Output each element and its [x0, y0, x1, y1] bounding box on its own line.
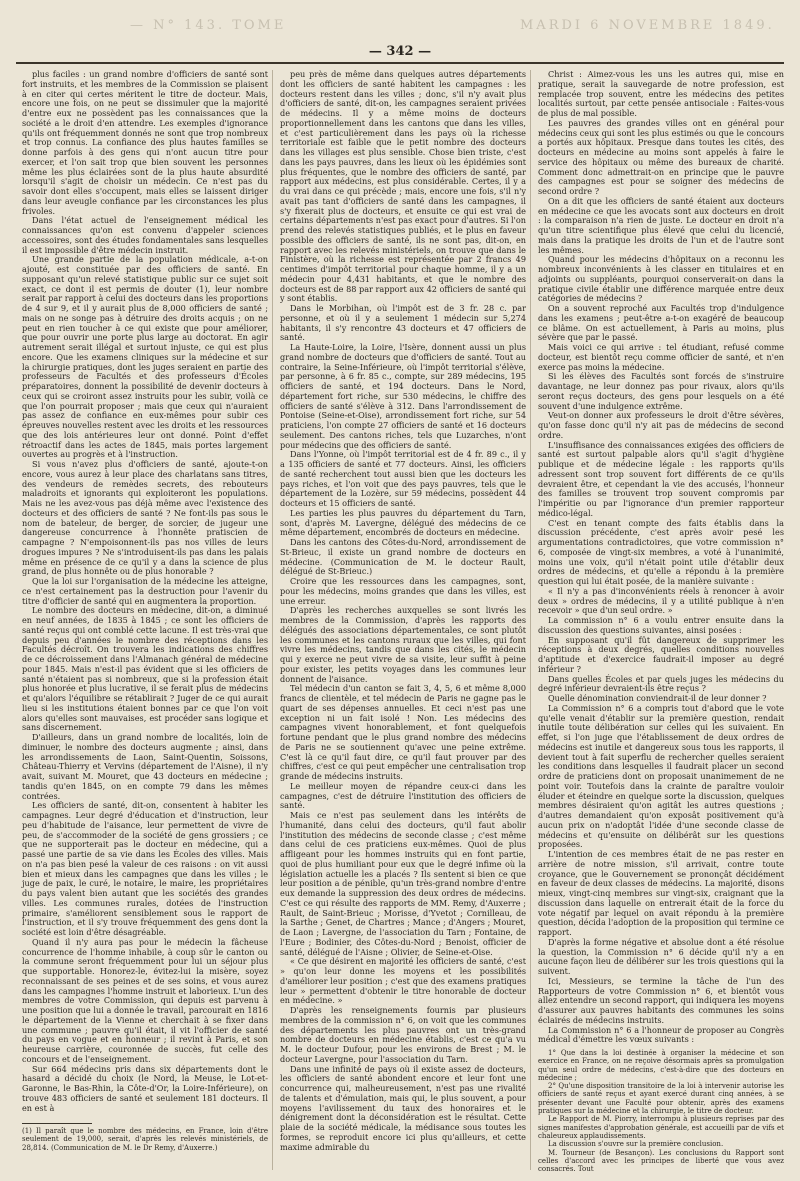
paragraph: La Commission n° 6 a l'honneur de proposer au Congrès médical d'émettre les vœux suivants :: [538, 1024, 784, 1045]
paragraph: Que la loi sur l'organisation de la médecine les atteigne, ce n'est certainement pas la destruction pour l'avenir du titre d'officier de santé qui en augmentera la proportion.: [22, 576, 268, 606]
footnote-text: (1) Il paraît que le nombre des médecins, en France, loin d'être seulement de 19,000, serait, d'après les relevés ministériels, de 28,814. (Communication de M. le Dr Remy, d'Auxerre.): [22, 1127, 268, 1152]
paragraph: D'après les recherches auxquelles se sont livrés les membres de la Commission, d'après les rapports des délégués des associations départementales, ce sont plutôt les communes et les cantons ruraux que les villes, qui font vivre les médecins, tandis que dans les cités, le médecin qui y exerce ne peut vivre de sa visite, leur suffit à peine pour exister, les petits voyages dans les communes leur donnent de l'aisance.: [280, 605, 526, 684]
paragraph: D'après la forme négative et absolue dont a été résolue la question, la Commission n° 6 décide qu'il n'y a en aucune façon lieu de délibérer sur les trois questions qui la suivent.: [538, 936, 784, 976]
header-rule: [16, 62, 784, 64]
paragraph: L'intention de ces membres était de ne pas rester en arrière de notre mission, s'il arrivait, contre toute croyance, que le Gouvernement se prononçât décidément en faveur de deux classes de médecins. La majorité, disons mieux, vingt-cinq membres sur vingt-six, craignant que la discussion dans laquelle on entrerait était de la force du vote négatif par lequel on avait répondu à la première question, décida l'adoption de la proposition qui termine ce rapport.: [538, 849, 784, 937]
paragraph: Si les élèves des Facultés sont forcés de s'instruire davantage, ne leur donnez pas pour rivaux, alors qu'ils seront reçus docteurs, des gens pour lesquels on a été souvent d'une indulgence extrême.: [538, 371, 784, 411]
paragraph: Quand il n'y aura pas pour le médecin la fâcheuse concurrence de l'homme inhabile, à coup sûr le canton ou la commune seront fréquemment pour lui un séjour plus que supportable. Honorez-le, évitez-lui la misère, soyez reconnaissant de ses peines et de ses soins, et vous aurez dans les campagnes l'homme instruit et laborieux. L'un des membres de votre Commission, qui depuis est parvenu à une position que lui a donnée le travail, parcourait en 1816 le département de la Vienne et cherchait à se fixer dans une commune ; pauvre qu'il était, il vit l'officier de santé du pays en vogue et en honneur ; il revint à Paris, et son heureuse carrière, couronnée de succès, fut celle des concours et de l'enseignement.: [22, 936, 268, 1064]
column-2: [280, 70, 526, 1152]
paragraph: 1° Que dans la loi destinée à organiser la médecine et son exercice en France, on ne reçoive désormais après sa promulgation qu'un seul ordre de médecins, c'est-à-dire que des docteurs en médecine ;: [538, 1049, 784, 1082]
column-divider: [530, 70, 531, 1170]
paragraph: « Il n'y a pas d'inconvénients réels à renoncer à avoir deux » ordres de médecins, il y a utilité publique à n'en recevoir » que d'un seul ordre. »: [538, 585, 784, 616]
paragraph: Mais voici ce qui arrive : tel étudiant, refusé comme docteur, est bientôt reçu comme officier de santé, et n'en exerce pas moins la médecine.: [538, 342, 784, 372]
footnote: [22, 1123, 268, 1152]
paragraph: Dans le Morbihan, où l'impôt est de 3 fr. 28 c. par personne, et où il y a seulement 1 médecin sur 5,274 habitants, il s'y rencontre 43 docteurs et 47 officiers de santé.: [280, 303, 526, 343]
paragraph: Le nombre des docteurs en médecine, dit-on, a diminué en neuf années, de 1835 à 1845 ; ce sont les officiers de santé reçus qui ont comblé cette lacune. Il est très-vrai que depuis peu d'années le nombre des réceptions dans les Facultés décroît. On trouvera les indications des chiffres de ce décroissement dans l'Almanach général de médecine pour 1845. Mais n'est-il pas évident que si les officiers de santé n'étaient pas si nombreux, que si la profession était plus honorée et plus lucrative, il se ferait plus de médecins et qu'alors l'équilibre se rétablirait ? Juger de ce qui aurait lieu si les institutions étaient bonnes par ce que l'on voit alors qu'elles sont mauvaises, est procéder sans logique et sans discernement.: [22, 605, 268, 733]
paragraph: Croire que les ressources dans les campagnes, sont, pour les médecins, moins grandes que dans les villes, est une erreur.: [280, 576, 526, 606]
page-header: [0, 0, 800, 60]
paragraph: La commission n° 6 a voulu entrer ensuite dans la discussion des questions suivantes, ainsi posées :: [538, 615, 784, 635]
paragraph: D'après les renseignements fournis par plusieurs membres de la commission n° 6, on voit que les communes des départements les plus pauvres ont un très-grand nombre de docteurs en médecine établis, c'est ce qu'a vu M. le docteur Dufour, pour les environs de Brest ; M. le docteur Lavergne, pour l'association du Tarn.: [280, 1005, 526, 1064]
paragraph: La Commission n° 6 a compris tout d'abord que le vote qu'elle venait d'établir sur la première question, rendait inutile toute délibération sur celles qui les suivaient. En effet, si l'on juge que l'établissement de deux ordres de médecins est inutile et dangereux sous tous les rapports, il devient tout à fait superflu de rechercher quelles seraient les conditions dans lesquelles il faudrait placer un second ordre de praticiens dont on proposait unanimement de ne point voir. Toutefois dans la crainte de paraître vouloir éluder et éteindre en quelque sorte la discussion, quelques membres désiraient qu'on agitât les autres questions ; d'autres demandaient qu'on exposât positivement qu'à aucun prix on n'adoptât l'idée d'une seconde classe de médecins et qu'ensuite on délibérât sur les questions proposées.: [538, 702, 784, 850]
paragraph: 2° Qu'une disposition transitoire de la loi à intervenir autorise les officiers de santé reçus et ayant exercé durant cinq années, à se présenter devant une Faculté pour obtenir, après des examens pratiques sur la médecine et la chirurgie, le titre de docteur.: [538, 1082, 784, 1116]
paragraph: Les parties les plus pauvres du département du Tarn, sont, d'après M. Lavergne, délégué des médecins de ce même département, encombrés de docteurs en médecine.: [280, 507, 526, 538]
paragraph: M. Tourneur (de Besançon). Les conclusions du Rapport sont celles d'accord avec les principes de liberté que vous avez consacrés. Tout: [538, 1148, 784, 1174]
bleed-through-text-left: — N° 143. TOME: [130, 18, 287, 33]
paragraph: D'ailleurs, dans un grand nombre de localités, loin de diminuer, le nombre des docteurs augmente ; ainsi, dans les arrondissements de Laon, Saint-Quentin, Soissons, Château-Thierry et Vervins (département de l'Aisne), il n'y avait, suivant M. Mouret, que 43 docteurs en médecine ; tandis qu'en 1845, on en compte 79 dans les mêmes contrées.: [22, 732, 268, 801]
bleed-through-text-right: MARDI 6 NOVEMBRE 1849.: [520, 18, 775, 33]
column-divider: [272, 70, 273, 1170]
paragraph: Les pauvres des grandes villes ont en général pour médecins ceux qui sont les plus estimés ou que le concours a portés aux hôpitaux. Presque dans toutes les cités, des docteurs en médecine au moins sont appelés à faire le service des hôpitaux ou même des bureaux de charité. Comment donc admettrait-on en principe que le pauvre des campagnes est pour se soigner des médecins de second ordre ?: [538, 117, 784, 196]
paragraph: Dans l'état actuel de l'enseignement médical les connaissances qu'on est convenu d'appeler sciences accessoires, sont des études fondamentales sans lesquelles il est impossible d'être médecin instruit.: [22, 215, 268, 255]
paragraph: « Ce que désirent en majorité les officiers de santé, c'est » qu'on leur donne les moyens et les possibilités d'améliorer leur position ; c'est que des examens pratiques leur » permettent d'obtenir le titre honorable de docteur en médecine. »: [280, 956, 526, 1006]
paragraph: C'est en tenant compte des faits établis dans la discussion précédente, c'est après avoir pesé les argumentations contradictoires, que votre commission n° 6, composée de vingt-six membres, a voté à l'unanimité, moins une voix, qu'il n'était point utile d'établir deux ordres de médecins, et qu'elle a répondu à la première question qui lui était posée, de la manière suivante :: [538, 517, 784, 586]
column-3-body: [538, 70, 784, 1045]
paragraph: Dans les cantons des Côtes-du-Nord, arrondissement de St-Brieuc, il existe un grand nombre de docteurs en médecine. (Communication de M. le docteur Rault, délégué de St-Brieuc.): [280, 537, 526, 577]
paragraph: Dans quelles Écoles et par quels juges les médecins du degré inférieur devraient-ils être reçus ?: [538, 673, 784, 694]
paragraph: Quelle dénomination conviendrait-il de leur donner ?: [548, 693, 767, 703]
paragraph: Quand pour les médecins d'hôpitaux on a reconnu les nombreux inconvénients à les classer en titulaires et en adjoints ou suppléants, pourquoi conserverait-on dans la pratique civile établir une différence marquée entre deux catégories de médecins ?: [538, 254, 784, 304]
paragraph: La discussion s'ouvre sur la première conclusion.: [548, 1140, 724, 1149]
paragraph: Le meilleur moyen de répandre ceux-ci dans les campagnes, c'est de détruire l'institution des officiers de santé.: [280, 780, 526, 811]
paragraph: Mais ce n'est pas seulement dans les intérêts de l'humanité, dans celui des docteurs, qu'il faut abolir l'institution des médecins de seconde classe ; c'est même dans celui de ces praticiens eux-mêmes. Quoi de plus affligeant pour les hommes instruits qui en font partie, quoi de plus humiliant pour eux que le degré infime où la législation actuelle les a placés ? Ils sentent si bien ce que leur position a de pénible, qu'un très-grand nombre d'entre eux demande la suppression des deux ordres de médecins. C'est ce qui résulte des rapports de MM. Remy, d'Auxerre ; Rault, de Saint-Brieuc ; Morisse, d'Yvetot ; Cornilleau, de la Sarthe ; Genet, de Chartres ; Mance ; d'Angers ; Mouret, de Laon ; Lavergne, de l'association du Tarn ; Fontaine, de l'Eure ; Bodinier, des Côtes-du-Nord ; Benoist, officier de santé, délégué de l'Aisne ; Olivier, de Seine-et-Oise.: [280, 810, 526, 957]
column-3-small-print: [538, 1049, 784, 1173]
paragraph: On a souvent reproché aux Facultés trop d'indulgence dans les examens ; peut-être a-t-on exagéré de beaucoup ce blâme. On est actuellement, à Paris au moins, plus sévère que par le passé.: [538, 303, 784, 343]
column-3: [538, 70, 784, 1173]
paragraph: Tel médecin d'un canton se fait 3, 4, 5, 6 et même 8,000 francs de clientèle, et tel médecin de Paris ne gagne pas le quart de ses dépenses annuelles. Et ceci n'est pas une exception ni un fait isolé ! Non. Les médecins des campagnes vivent honorablement, et font quelquefois fortune pendant que le plus grand nombre des médecins de Paris ne se soutiennent qu'avec une peine extrême. C'est là ce qu'il faut dire, ce qu'il faut prouver par des chiffres, c'est ce qui peut empêcher une centralisation trop grande de médecins instruits.: [280, 683, 526, 781]
paragraph: peu près de même dans quelques autres départements dont les officiers de santé habitent les campagnes : les docteurs restent dans les villes ; donc, s'il n'y avait plus d'officiers de santé, dit-on, les campagnes seraient privées de médecins. Il y a même moins de docteurs proportionnellement dans les cantons que dans les villes, et c'est particulièrement dans les pays où la richesse territoriale est faible que le petit nombre des docteurs dans les villages est plus sensible. Chose bien triste, c'est dans les pays pauvres, dans les lieux où les épidémies sont plus fréquentes, que le nombre des officiers de santé, par rapport aux médecins, est plus considérable. Certes, il y a du vrai dans ce qui précède ; mais, encore une fois, s'il n'y avait pas tant d'officiers de santé dans les campagnes, il s'y fixerait plus de docteurs, et ensuite ce qui est vrai de certains départements n'est pas exact pour d'autres. Si l'on prend des relevés statistiques publiés, et le plus en faveur possible des officiers de santé, ils ne sont pas, dit-on, en rapport avec les relevés ministériels, on trouve que dans le Finistère, où la richesse est représentée par 2 francs 49 centimes d'impôt territorial pour chaque homme, il y a un médecin pour 4,431 habitants, et que le nombre des docteurs est de 88 par rapport aux 42 officiers de santé qui y sont établis.: [280, 69, 526, 304]
paragraph: L'insuffisance des connaissances exigées des officiers de santé est surtout palpable alors qu'il s'agit d'hygiène publique et de médecine légale : les rapports qu'ils adressent sont trop souvent fort différents de ce qu'ils devraient être, et cependant la vie des accusés, l'honneur des familles se trouvent trop souvent compromis par l'impéritie ou par l'ignorance d'un premier rapporteur médico-légal.: [538, 439, 784, 518]
paragraph: Christ : Aimez-vous les uns les autres qui, mise en pratique, serait la sauvegarde de notre profession, est remplacée trop souvent, entre les médecins des petites localités surtout, par cette pensée antisociale : Faites-vous de plus de mal possible.: [538, 69, 784, 118]
paragraph: Une grande partie de la population médicale, a-t-on ajouté, est constituée par des officiers de santé. En supposant qu'un relevé statistique public sur ce sujet soit exact, ce dont il est permis de douter (1), leur nombre serait par rapport à celui des docteurs dans les proportions de 4 sur 9, et il y aurait plus de 8,000 officiers de santé ; mais on ne songe pas à détruire des droits acquis ; on ne peut en rien toucher à ce qui existe que pour améliorer, que pour ouvrir une porte plus large au doctorat. En agir autrement serait illégal et surtout injuste, ce qui est plus encore. Que les examens cliniques sur la médecine et sur la chirurgie pratiques, dont les juges seraient en partie des professeurs de Facultés et des professeurs d'Écoles préparatoires, donnent la possibilité de devenir docteurs à ceux qui se croiront assez instruits pour les subir, voilà ce que l'on pourrait proposer ; mais que ceux qui n'auraient pas assez de confiance en eux-mêmes pour subir ces épreuves nouvelles restent avec les droits et les ressources que des lois antérieures leur ont donné. Point d'effet rétroactif dans les actes de 1845, mais portes largement ouvertes au progrès et à l'instruction.: [22, 254, 268, 460]
paragraph: On a dit que les officiers de santé étaient aux docteurs en médecine ce que les avocats sont aux docteurs en droit : la comparaison n'a rien de juste. Le docteur en droit n'a qu'un titre scientifique plus élevé que celui du licencié, mais dans la pratique les droits de l'un et de l'autre sont les mêmes.: [538, 195, 784, 255]
column-1: [22, 70, 268, 1113]
paragraph: Ici, Messieurs, se termine la tâche de l'un des Rapporteurs de votre Commission n° 6, et bientôt vous allez entendre un second rapport, qui indiquera les moyens d'assurer aux pauvres habitants des communes les soins éclairés de médecins instruits.: [538, 975, 784, 1025]
paragraph: Si vous n'avez plus d'officiers de santé, ajoute-t-on encore, vous aurez à leur place des charlatans sans titres, des vendeurs de remèdes secrets, des rebouteurs maladroits et ignorants qui exploiteront les populations. Mais ne les avez-vous pas déjà même avec l'existence des docteurs et des officiers de santé ? Ne font-ils pas sous le nom de bateleur, de berger, de sorcier, de jugeur une dangereuse concurrence à l'honnête pratiscien de campagne ? N'empoisonnent-ils pas nos villes de leurs drogues impures ? Ne s'introduisent-ils pas dans les palais même en présence de ce qu'il y a dans la science de plus grand, de plus honnête ou de plus honorable ?: [22, 459, 268, 577]
paragraph: Sur 664 médecins pris dans six départements dont le hasard a décidé du choix (le Nord, la Meuse, le Lot-et-Garonne, le Bas-Rhin, la Côte-d'Or, la Loire-Inférieure), on trouve 483 officiers de santé et seulement 181 docteurs. Il en est à: [22, 1063, 268, 1113]
paragraph: Dans une infinité de pays où il existe assez de docteurs, les officiers de santé abondent encore et leur font une concurrence qui, malheureusement, n'est pas une rivalité de talents et d'émulation, mais qui, le plus souvent, a pour moyens l'avilissement du taux des honoraires et le dénigrement dont la déconsidération est le résultat. Cette plaie de la société médicale, la médisance sous toutes les formes, se reproduit encore ici plus qu'ailleurs, et cette maxime admirable du: [280, 1063, 526, 1152]
paragraph: Les officiers de santé, dit-on, consentent à habiter les campagnes. Leur degré d'éducation et d'instruction, leur peu d'habitude de l'aisance, leur permettent de vivre de peu, de s'accommoder de la société de gens grossiers ; ce que ne supporterait pas le docteur en médecine, qui a passé une partie de sa vie dans les Écoles des villes. Mais on n'a pas bien pesé la valeur de ces raisons : on vit aussi bien et mieux dans les campagnes que dans les villes ; le juge de paix, le curé, le notaire, le maire, les propriétaires du pays valent bien autant que les sociétés des grandes villes. Les communes rurales, dotées de l'instruction primaire, s'améliorent sensiblement sous le rapport de l'instruction, et il s'y trouve fréquemment des gens dont la société est loin d'être désagréable.: [22, 800, 268, 937]
paragraph: Veut-on donner aux professeurs le droit d'être sévères, qu'on fasse donc qu'il n'y ait pas de médecins de second ordre.: [538, 410, 784, 440]
paragraph: En supposant qu'il fût dangereux de supprimer les réceptions à deux degrés, quelles conditions nouvelles d'aptitude et d'exercice faudrait-il imposer au degré inférieur ?: [538, 634, 784, 674]
paragraph: La Haute-Loire, la Loire, l'Isère, donnent aussi un plus grand nombre de docteurs que d'officiers de santé. Tout au contraire, la Seine-Inférieure, où l'impôt territorial s'élève, par personne, à 6 fr. 85 c., compte, sur 289 médecins, 195 officiers de santé, et 194 docteurs. Dans le Nord, département fort riche, sur 530 médecins, le chiffre des officiers de santé s'élève à 312. Dans l'arrondissement de Pontoise (Seine-et-Oise), arrondissement fort riche, sur 54 praticiens, l'on compte 27 officiers de santé et 16 docteurs seulement. Des cantons riches, tels que Luzarches, n'ont pour médecins que des officiers de santé.: [280, 342, 526, 450]
footnote-separator: [22, 1123, 92, 1124]
paragraph: Le Rapport de M. Piorry, interrompu à plusieurs reprises par des signes manifestes d'approbation générale, est accueilli par de vifs et chaleureux applaudissements.: [538, 1115, 784, 1140]
paragraph: plus faciles : un grand nombre d'officiers de santé sont fort instruits, et les membres de la Commission se plaisent à en citer qui certes méritent le titre de docteur. Mais, encore une fois, on ne peut se dissimuler que la majorité d'entre eux ne possèdent pas les connaissances que la société a le droit d'en attendre. Les exemples d'ignorance qu'ils ont fréquemment donnés ne sont que trop nombreux et trop connus. La confiance des plus hautes familles se donne parfois à des gens qui n'ont aucun titre pour exercer, et l'on sait trop que bien souvent les personnes même les plus éclairées sont de la plus haute absurdité lorsqu'il s'agit de choisir un médecin. Ce n'est pas du savoir dont elles s'occupent, mais elles se laissent diriger dans leur aveugle confiance par les circonstances les plus frivoles.: [22, 69, 268, 216]
paragraph: Dans l'Yonne, où l'impôt territorial est de 4 fr. 89 c., il y a 135 officiers de santé et 77 docteurs. Ainsi, les officiers de santé recherchent tout aussi bien que les docteurs les pays riches, et l'on voit que des pays pauvres, tels que le département de la Lozère, sur 59 médecins, possèdent 44 docteurs et 15 officiers de santé.: [280, 449, 526, 508]
page-number: — 342 —: [368, 44, 432, 59]
